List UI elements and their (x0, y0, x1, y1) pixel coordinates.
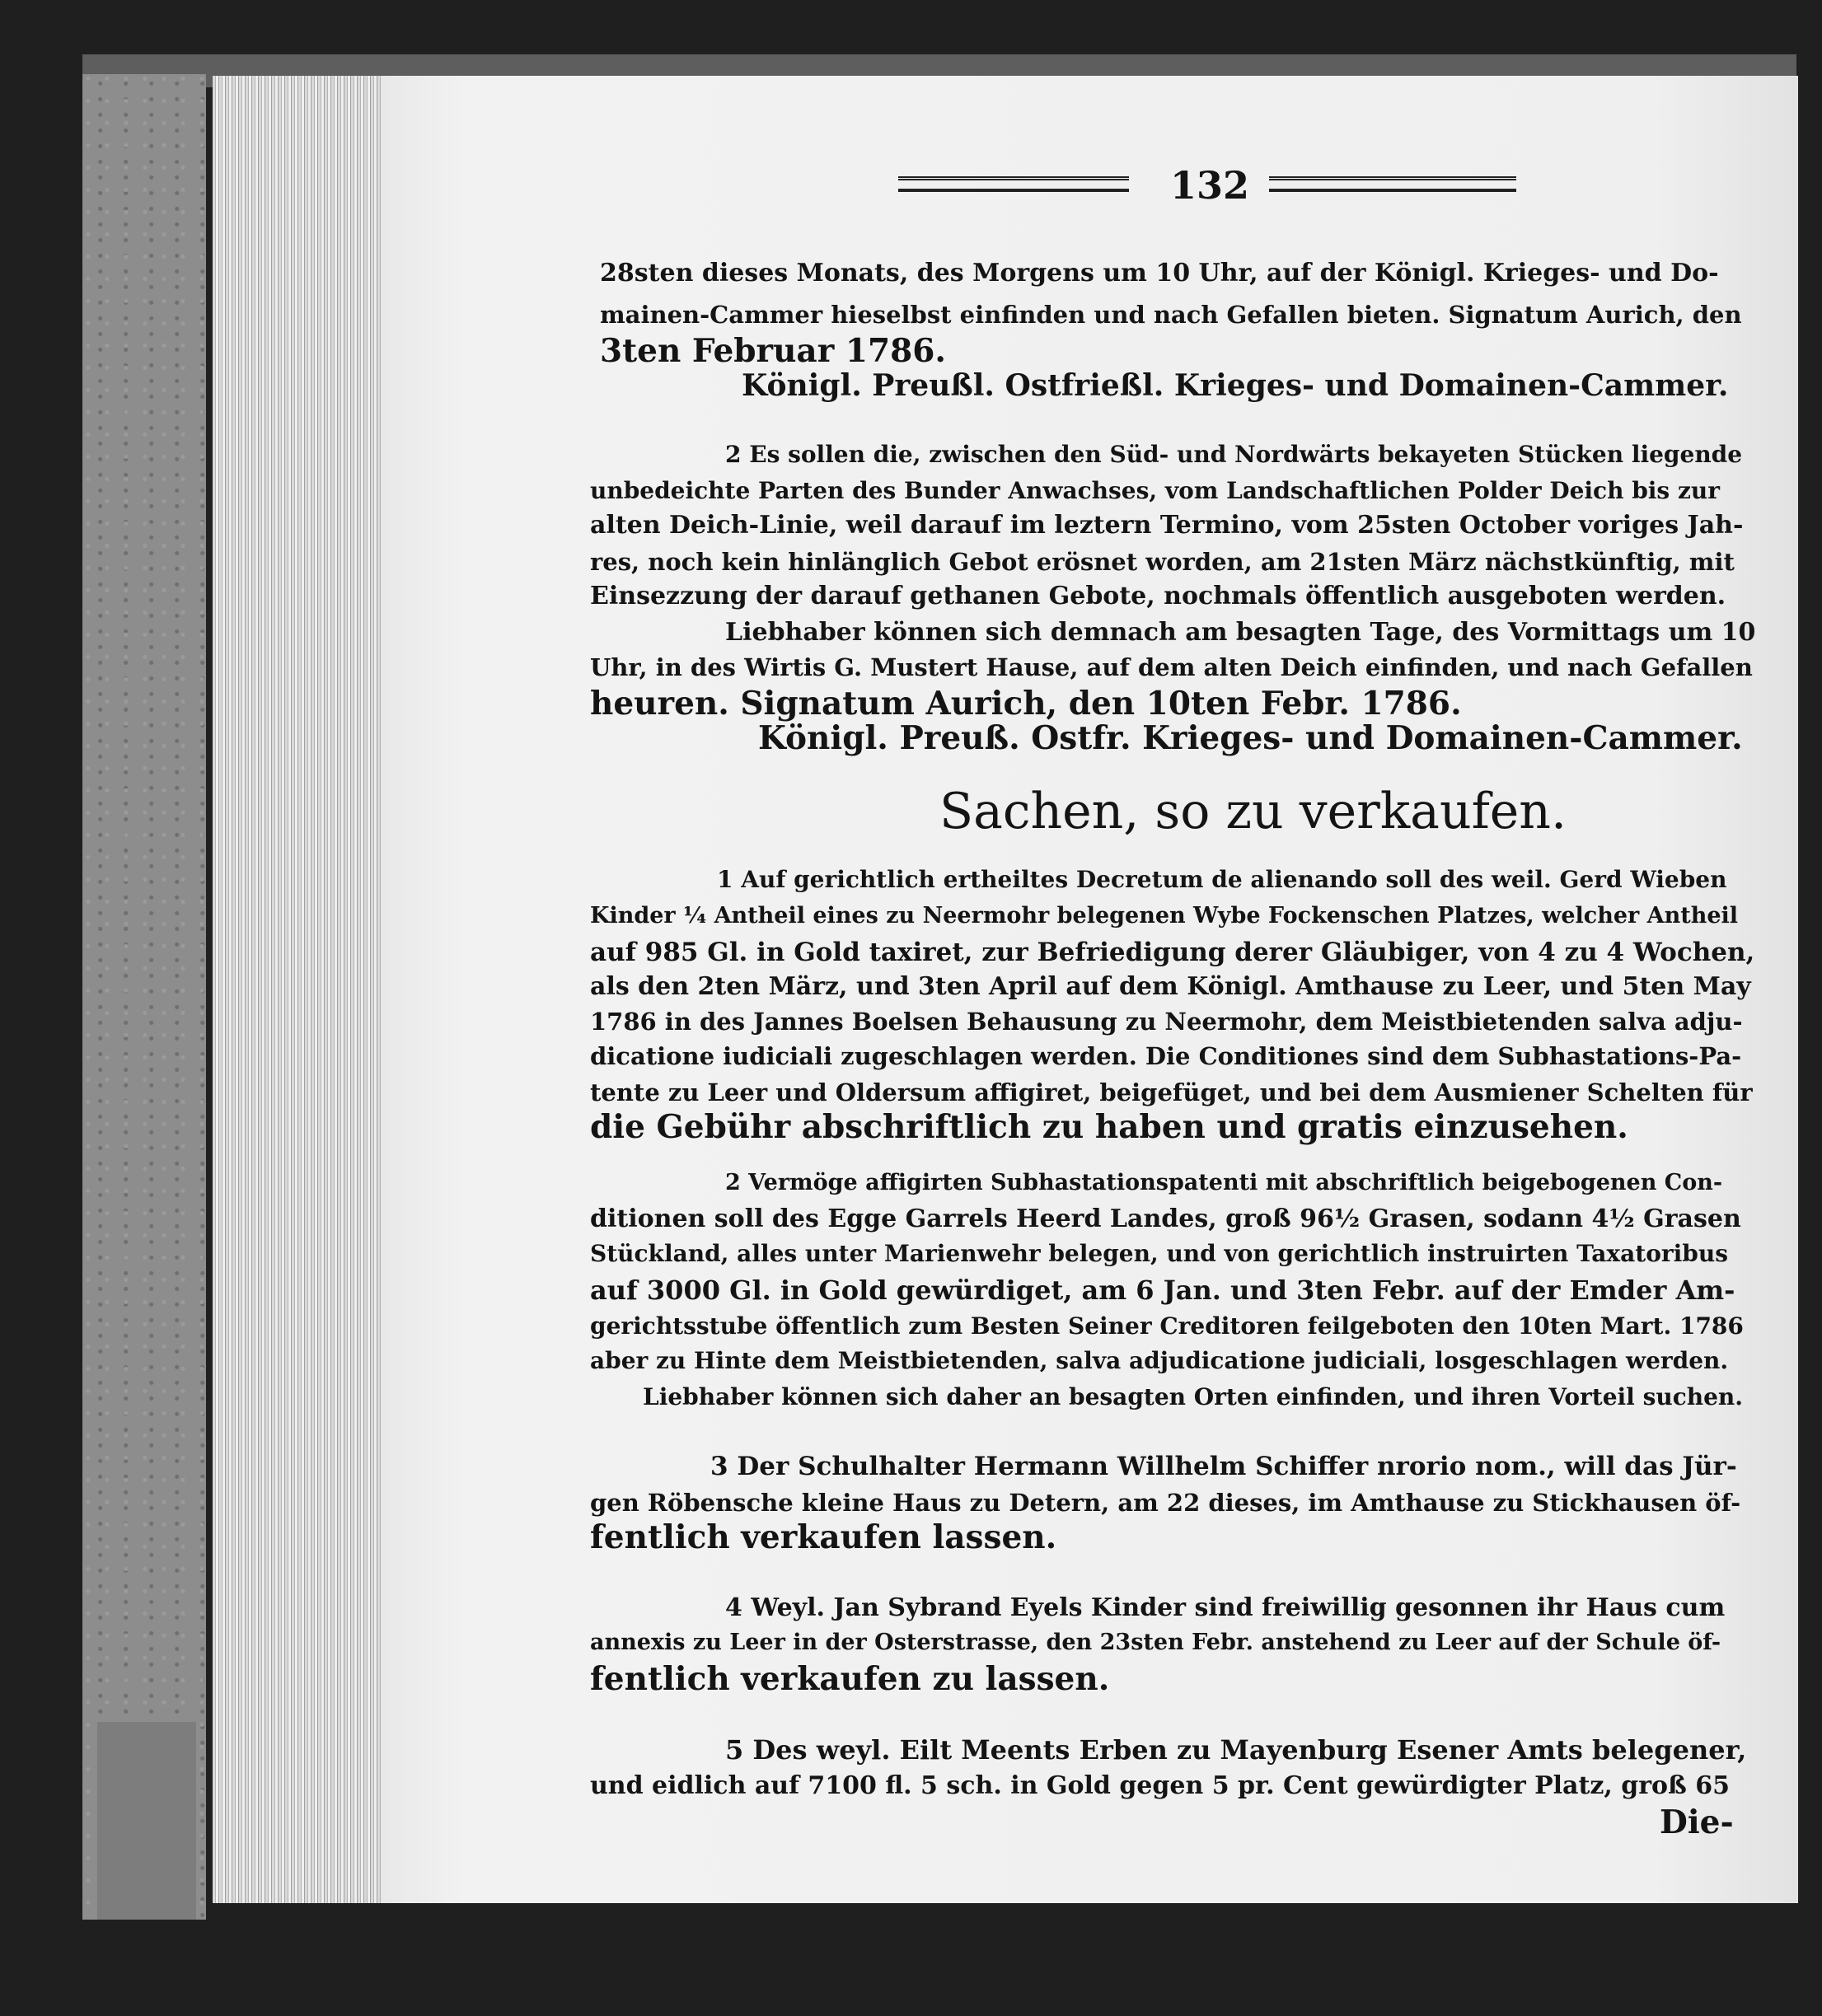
item3-line: fentlich verkaufen lassen. (590, 1518, 1057, 1556)
item1-line: Kinder ¼ Antheil eines zu Neermohr belegenen Wybe Fockenschen Platzes, welcher Antheil (590, 903, 1739, 928)
item2-line: Liebhaber können sich daher an besagten Orten einfinden, und ihren Vorteil suchen. (643, 1383, 1744, 1410)
item1-line: dicatione iudiciali zugeschlagen werden. Die Conditiones sind dem Subhastations-Pa- (590, 1042, 1742, 1070)
item4-line: 4 Weyl. Jan Sybrand Eyels Kinder sind freiwillig gesonnen ihr Haus cum (725, 1593, 1726, 1622)
item1-line: 1 Auf gerichtlich ertheiltes Decretum de alienando soll des weil. Gerd Wieben (717, 866, 1727, 893)
item1-line: die Gebühr abschriftlich zu haben und gratis einzusehen. (590, 1108, 1628, 1146)
item1-line: tente zu Leer und Oldersum affigiret, beigefüget, und bei dem Ausmiener Schelten für (590, 1078, 1753, 1106)
item2-line: aber zu Hinte dem Meistbietenden, salva adjudicatione judiciali, losgeschlagen werden. (590, 1347, 1729, 1374)
item2-line: gerichtsstube öffentlich zum Besten Seiner Creditoren feilgeboten den 10ten Mart. 1786 (590, 1312, 1744, 1340)
item1-line: auf 985 Gl. in Gold taxiret, zur Befriedigung derer Gläubiger, von 4 zu 4 Wochen, (590, 938, 1755, 967)
section-title: Sachen, so zu verkaufen. (939, 783, 1567, 840)
book-cover-marbled (82, 74, 206, 1920)
item3-line: gen Röbensche kleine Haus zu Detern, am 22 dieses, im Amthause zu Stickhausen öf- (590, 1489, 1741, 1517)
item2-line: auf 3000 Gl. in Gold gewürdiget, am 6 Jan. und 3ten Febr. auf der Emder Am- (590, 1275, 1735, 1306)
item2-line: ditionen soll des Egge Garrels Heerd Landes, groß 96½ Grasen, sodann 4½ Grasen (590, 1204, 1741, 1233)
item5-line: 5 Des weyl. Eilt Meents Erben zu Mayenburg Esener Amts belegener, (725, 1734, 1747, 1766)
notice2-line: Uhr, in des Wirtis G. Mustert Hause, auf dem alten Deich einfinden, und nach Gefallen (590, 653, 1753, 681)
item4-line: annexis zu Leer in der Osterstrasse, den 23sten Febr. anstehend zu Leer auf der Schule öf- (590, 1630, 1721, 1655)
catchword: Die- (1660, 1803, 1734, 1841)
notice1-line: mainen-Cammer hieselbst einfinden und nach Gefallen bieten. Signatum Aurich, den (600, 301, 1742, 329)
item1-line: 1786 in des Jannes Boelsen Behausung zu Neermohr, dem Meistbietenden salva adju- (590, 1008, 1743, 1036)
notice2-line: 2 Es sollen die, zwischen den Süd- und Nordwärts bekayeten Stücken liegende (725, 441, 1743, 468)
notice2-line: heuren. Signatum Aurich, den 10ten Febr. 1786. (590, 685, 1462, 723)
item2-line: Stückland, alles unter Marienwehr belegen, und von gerichtlich instruirten Taxatoribus (590, 1240, 1728, 1267)
header-rule-left (898, 176, 1129, 192)
item2-line: 2 Vermöge affigirten Subhastationspatenti mit abschriftlich beigebogenen Con- (725, 1170, 1723, 1195)
item5-line: und eidlich auf 7100 fl. 5 sch. in Gold gegen 5 pr. Cent gewürdigter Platz, groß 65 (590, 1771, 1731, 1800)
notice2-line: alten Deich-Linie, weil darauf im leztern Termino, vom 25sten October voriges Jah- (590, 511, 1744, 540)
notice2-signature: Königl. Preuß. Ostfr. Krieges- und Domainen-Cammer. (758, 719, 1743, 757)
item3-line: 3 Der Schulhalter Hermann Willhelm Schiffer nrorio nom., will das Jür- (710, 1452, 1737, 1481)
item1-line: als den 2ten März, und 3ten April auf dem Königl. Amthause zu Leer, und 5ten May (590, 972, 1751, 1001)
notice1-line: 28sten dieses Monats, des Morgens um 10 Uhr, auf der Königl. Krieges- und Do- (600, 259, 1719, 288)
header-rule-right (1269, 176, 1516, 192)
notice2-line: Einsezzung der darauf gethanen Gebote, nochmals öffentlich ausgeboten werden. (590, 582, 1726, 610)
notice1-signature: Königl. Preußl. Ostfrießl. Krieges- und Domainen-Cammer. (742, 368, 1729, 403)
notice1-line: 3ten Februar 1786. (600, 332, 946, 370)
notice2-line: unbedeichte Parten des Bunder Anwachses, vom Landschaftlichen Polder Deich bis zur (590, 477, 1720, 504)
notice2-line: Liebhaber können sich demnach am besagten Tage, des Vormittags um 10 (725, 618, 1756, 647)
page-number: 132 (1170, 163, 1250, 208)
page-edges (213, 76, 384, 1903)
item4-line: fentlich verkaufen zu lassen. (590, 1660, 1110, 1698)
notice2-line: res, noch kein hinlänglich Gebot erösnet worden, am 21sten März nächstkünftig, mit (590, 548, 1735, 576)
book-cover-band (97, 1722, 196, 1920)
